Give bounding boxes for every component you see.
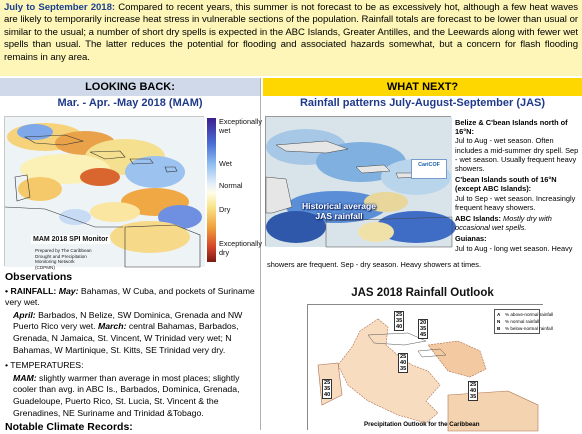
outlook-box-5-a: 25: [470, 382, 477, 388]
outlook-box-1-b: 40: [396, 324, 403, 330]
jas-map-graphic: [266, 117, 452, 247]
rainfall-may-text: Bahamas, W Cuba, and pockets of Suriname very wet.: [5, 285, 255, 308]
rainfall-outlook-map: [307, 304, 554, 430]
outlook-box-1-n: 35: [396, 318, 403, 324]
looking-back-header: LOOKING BACK:: [0, 78, 260, 96]
outlook-title: JAS 2018 Rainfall Outlook: [351, 287, 494, 299]
outlook-box-1-a: 25: [396, 312, 403, 318]
intro-lead: July to September 2018:: [4, 2, 116, 13]
intro-body: Compared to recent years, this summer is not forecast to be as excessively hot, although a few heat waves are likely to temporarily increase heat stress in vulnerable sections of the population. Rainfall totals are forecast to be lower than usual or similar to the usual; a number of short dry spells is expected in the ABC Islands, Greater Antilles, and the Leewards along with fewer wet spells than usual. The latter reduces the potential for flooding and associated hazards somewhat, but a concern for flash flooding remains in any area.: [4, 2, 578, 63]
outlook-box-4-a: 25: [324, 380, 331, 386]
outlook-legend-b: [497, 325, 553, 332]
jas-subtitle: Rainfall patterns July-August-September (JAS): [299, 97, 546, 109]
rainfall-april-march: [5, 310, 257, 356]
outlook-box-5: [468, 381, 478, 401]
region-guianas-text: Jul to Aug - long wet season. Heavy: [455, 243, 573, 253]
outlook-box-3: [398, 353, 408, 373]
outlook-box-2: [418, 319, 428, 339]
what-next-header: WHAT NEXT?: [263, 78, 582, 96]
region-abc: [455, 214, 580, 232]
jas-map-label: Historical average JAS rainfall: [301, 201, 377, 221]
outlook-box-2-a: 20: [420, 320, 427, 326]
outlook-box-4-b: 40: [324, 392, 331, 398]
spi-monitor-map: [4, 116, 204, 270]
outlook-legend-a: [497, 311, 554, 318]
what-next-column: [263, 78, 582, 430]
outlook-box-5-b: 35: [470, 394, 477, 400]
region-south: [455, 175, 580, 212]
rainfall-april-label: April:: [13, 309, 36, 320]
region-south-text: Jul to Sep - wet season. Increasingly frequent heavy showers.: [455, 193, 576, 212]
caricof-logo: CariCOF: [411, 159, 447, 179]
guianas-text-continued: showers are frequent. Sep - dry season. Heavy showers at times.: [267, 260, 482, 269]
legend-key-b: B: [497, 326, 501, 331]
rainfall-march-label: March:: [97, 321, 127, 332]
outlook-caption: Precipitation Outlook for the Caribbean: [364, 421, 480, 428]
spi-monitor-label: MAM 2018 SPI Monitor: [33, 236, 109, 243]
outlook-box-3-a: 25: [400, 354, 407, 360]
temperatures-label: • TEMPERATURES:: [5, 360, 84, 371]
outlook-box-2-b: 45: [420, 332, 427, 338]
outlook-box-2-n: 35: [420, 326, 427, 332]
observations-title: Observations: [5, 271, 73, 283]
region-abc-text: Mostly dry with occasional wet spells.: [455, 214, 552, 233]
legend-dry: Dry: [219, 205, 231, 214]
region-south-title: C'bean Islands south of 16°N (except ABC Islands):: [455, 175, 557, 194]
temps-mam-text: slightly warmer than average in most places; slightly cooler than avg. in ABC Is., Barbados, Dominica, Grenada, Guadeloupe, Puerto Rico, St. Lucia, St. Vincent & the Grenadines, NE Suriname and Trinidad &Tobago.: [13, 372, 240, 418]
temps-mam-label: MAM:: [13, 372, 37, 383]
region-north: [455, 118, 580, 173]
jas-rainfall-map: [265, 116, 451, 246]
spi-legend: [207, 116, 262, 266]
legend-exceptionally-dry: Exceptionally dry: [219, 239, 262, 257]
spi-map-graphic: [5, 117, 205, 267]
region-north-title: Belize & C'bean Islands north of 16°N:: [455, 118, 568, 137]
outlook-box-4: [322, 379, 332, 399]
outlook-legend: [494, 309, 554, 334]
rainfall-april-text: Barbados, N Belize, SW Dominica, Grenada and NW Puerto Rico very wet.: [13, 309, 243, 332]
climate-records-title: Notable Climate Records:: [5, 421, 133, 434]
legend-text-a: % above-normal rainfall: [505, 312, 554, 317]
outlook-box-1: [394, 311, 404, 331]
temperatures-mam: [5, 373, 257, 419]
outlook-box-3-n: 40: [400, 360, 407, 366]
mam-subtitle: Mar. - Apr. -May 2018 (MAM): [57, 97, 203, 109]
outlook-legend-n: [497, 318, 540, 325]
region-abc-title: ABC Islands:: [455, 214, 501, 224]
legend-exceptionally-wet: Exceptionally wet: [219, 117, 262, 135]
rainfall-may: [5, 286, 257, 309]
spi-map-credit: Prepared by The Caribbean Drought and Precipitation Monitoring Network (CDPMN): [35, 248, 92, 270]
region-guianas: [455, 234, 580, 252]
looking-back-column: [0, 78, 262, 434]
outlook-box-5-n: 40: [470, 388, 477, 394]
outlook-box-4-n: 35: [324, 386, 331, 392]
spi-legend-colorbar: [207, 118, 216, 262]
intro-banner: [0, 0, 582, 76]
legend-text-b: % below-normal rainfall: [505, 326, 553, 331]
region-guianas-title: Guianas:: [455, 234, 487, 244]
jas-region-notes: [455, 118, 580, 255]
legend-text-n: % normal rainfall: [505, 319, 540, 324]
legend-wet: Wet: [219, 159, 232, 168]
rainfall-may-label: May:: [58, 285, 79, 296]
observations-section: [5, 272, 257, 434]
legend-normal: Normal: [219, 181, 243, 190]
rainfall-label: • RAINFALL:: [5, 285, 59, 296]
legend-key-a: A: [497, 312, 501, 317]
legend-key-n: N: [497, 319, 501, 324]
outlook-box-3-b: 35: [400, 366, 407, 372]
region-north-text: Jul to Aug - wet season. Often includes a mid-summer dry spell. Sep - wet season. Usually frequent heavy showers.: [455, 136, 579, 174]
rainfall-march-text: central Bahamas, Barbados, Grenada, N Jamaica, St. Vincent, W Trinidad very wet; N Bahamas, W Martinique, St. Kitts, SE Trinidad very dry.: [13, 321, 239, 355]
